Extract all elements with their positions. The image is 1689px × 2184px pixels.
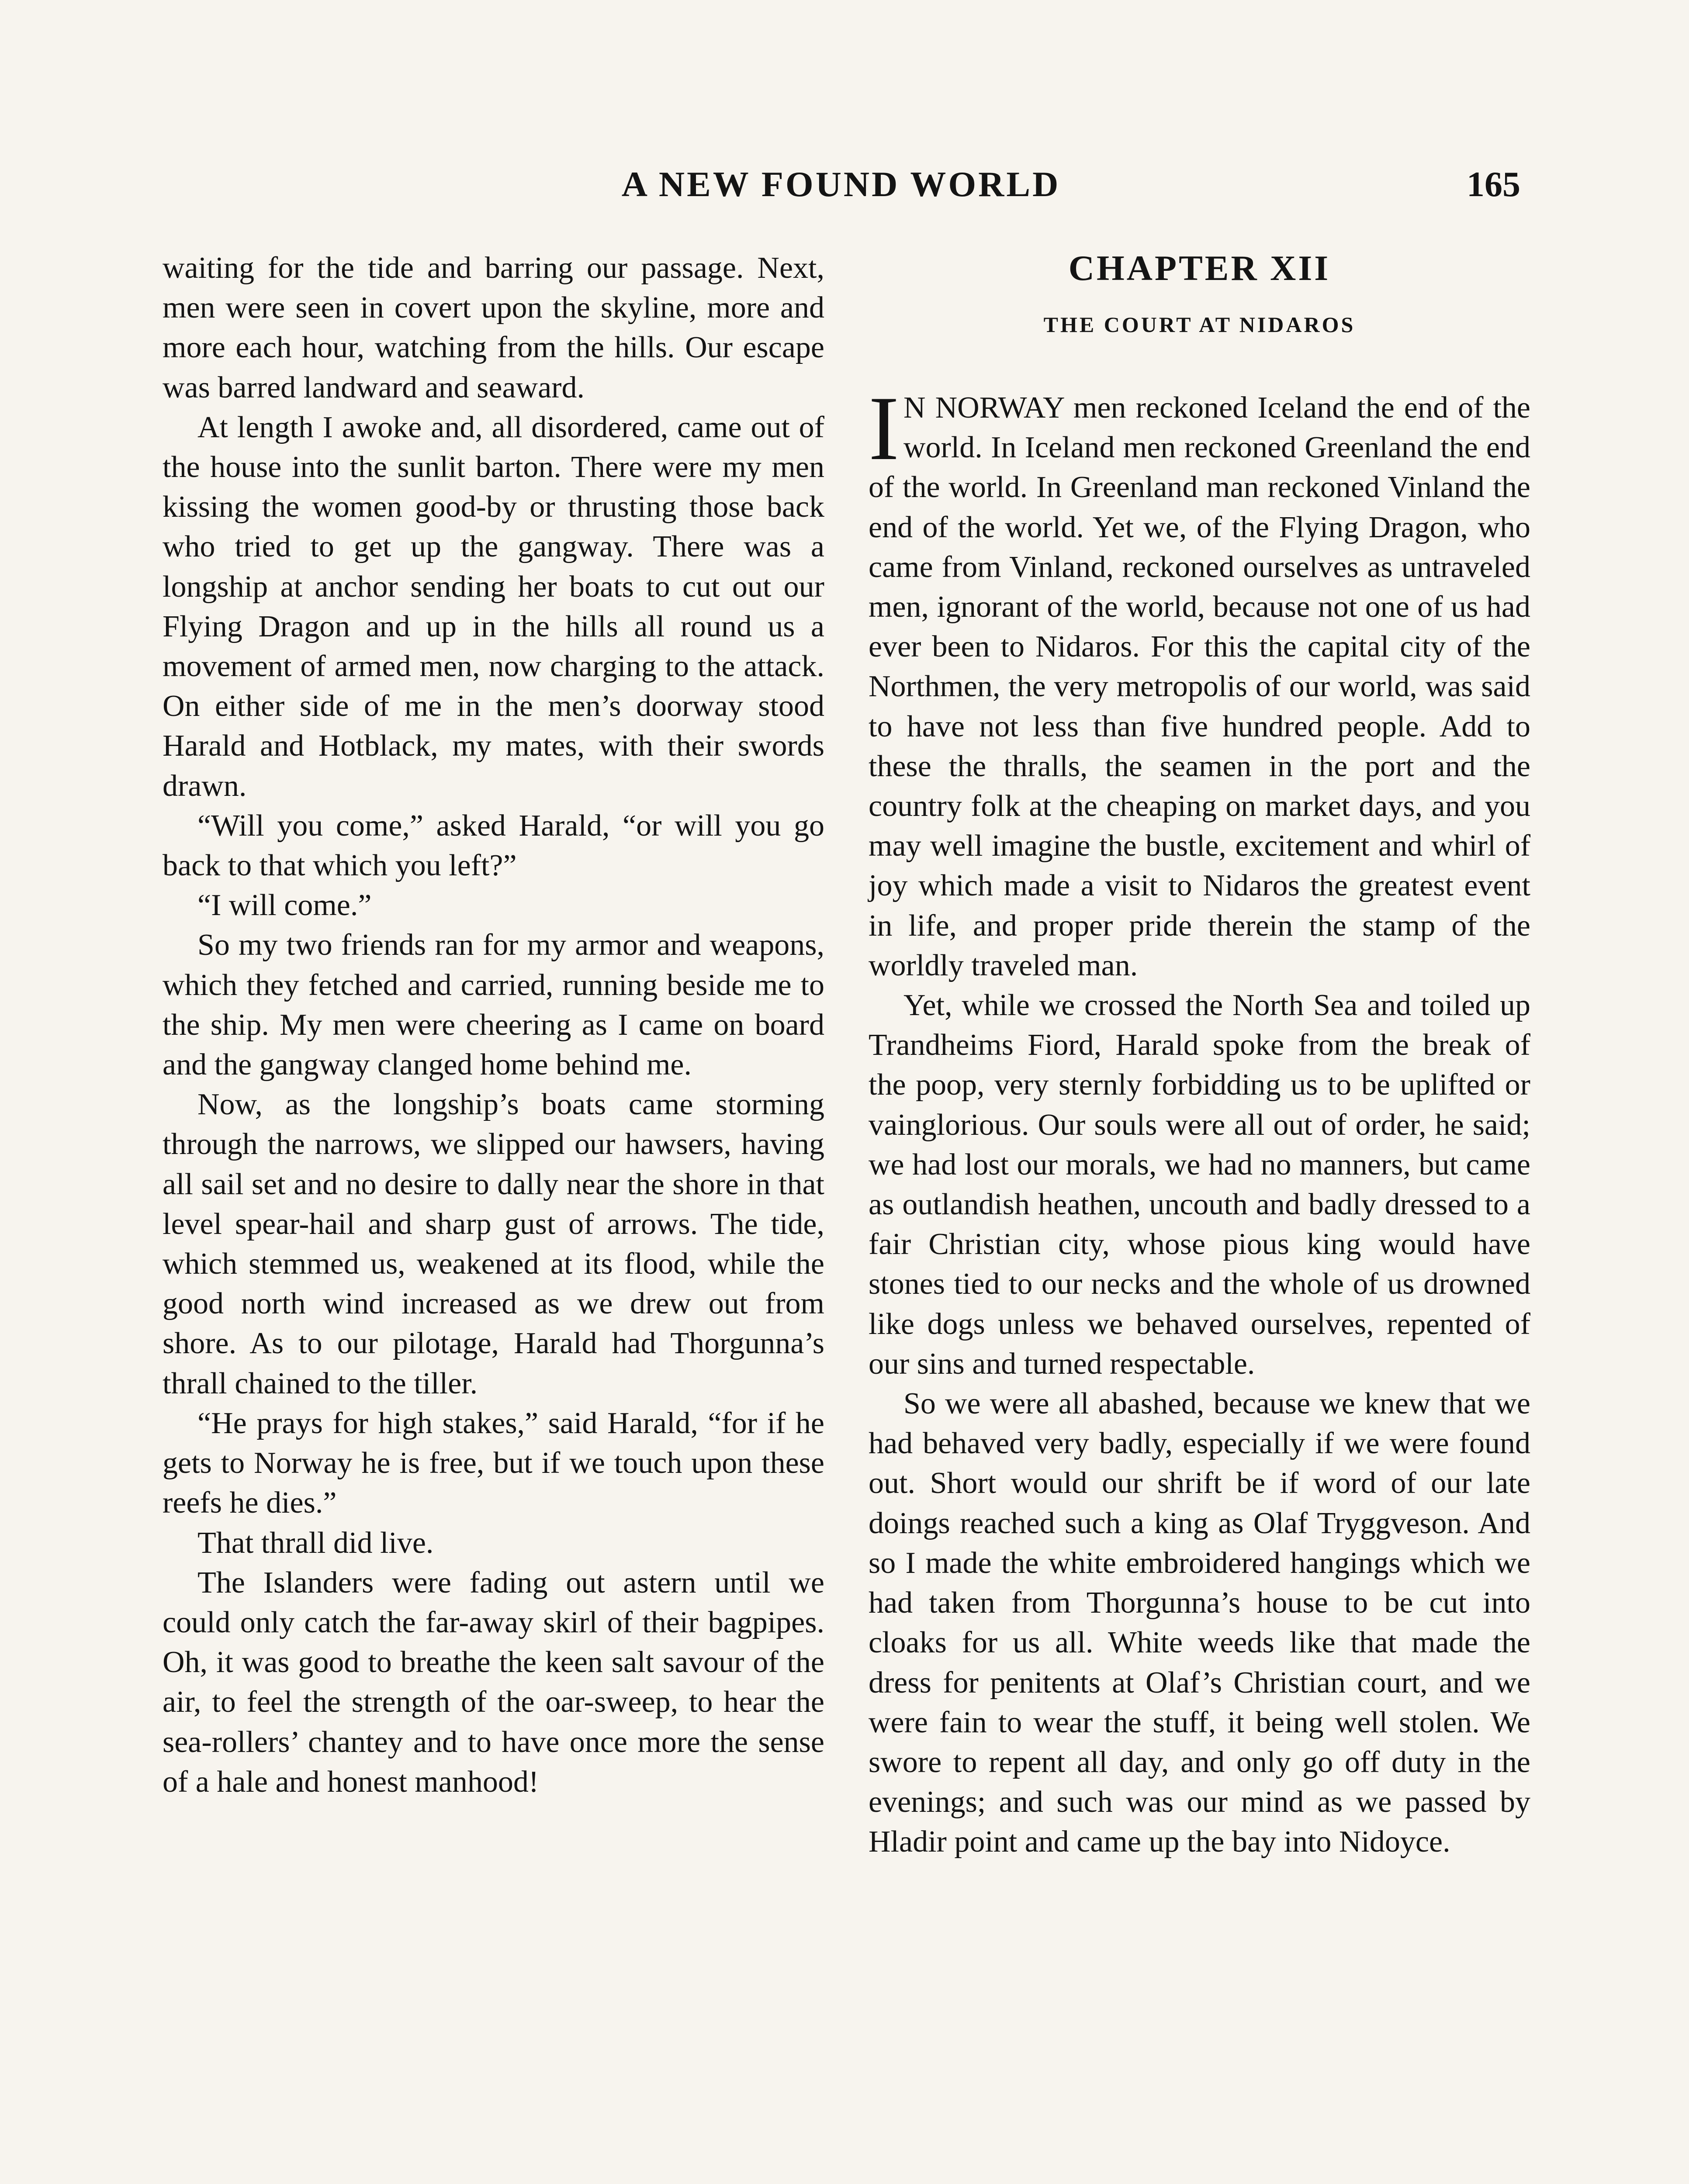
- paragraph: “Will you come,” asked Harald, “or will you go back to that which you left?”: [163, 809, 824, 883]
- paragraph: “He prays for high stakes,” said Harald, “for if he gets to Norway he is free, but if we touch upon these reefs he dies.”: [163, 1406, 824, 1520]
- chapter-opening-paragraph: [869, 378, 1530, 985]
- paragraph: That thrall did live.: [197, 1526, 434, 1560]
- running-title: A NEW FOUND WORLD: [621, 164, 1061, 204]
- paragraph: Yet, while we crossed the North Sea and toiled up Trandheims Fiord, Harald spoke from the break of the poop, very sternly forbidding us to be uplifted or vainglorious. Our souls were all out of order, he said; we had lost our morals, we had no manners, but came as outlandish heathen, uncouth and badly dressed to a fair Christian city, whose pious king would have stones tied to our necks and the whole of us drowned like dogs unless we behaved ourselves, repented of our sins and turned respectable.: [869, 988, 1530, 1381]
- paragraph: So my two friends ran for my armor and weapons, which they fetched and carried, running beside me to the ship. My men were cheering as I came on board and the gangway clanged home behind me.: [163, 928, 824, 1082]
- page-header: [162, 164, 1520, 212]
- page-number: 165: [1467, 164, 1520, 204]
- paragraph: Now, as the longship’s boats came storming through the narrows, we slipped our hawsers, having all sail set and no desire to dally near the shore in that level spear-hail and sharp gust of arrows. The tide, which stemmed us, weakened at its flood, while the good north wind increased as we drew out from shore. As to our pilotage, Harald had Thorgunna’s thrall chained to the tiller.: [163, 1088, 824, 1400]
- left-column: [163, 248, 824, 1802]
- chapter-subtitle: THE COURT AT NIDAROS: [1043, 312, 1356, 337]
- opening-paragraph-text: N NORWAY men reckoned Iceland the end of the world. In Iceland men reckoned Greenland the end of the world. In Greenland man reckoned Vinland the end of the world. Yet we, of the Flying Dragon, who came from Vinland, reckoned ourselves as untraveled men, ignorant of the world, because not one of us had ever been to Nidaros. For this the capital city of the Northmen, the very metropolis of our world, was said to have not less than five hundred people. Add to these the thralls, the seamen in the port and the country folk at the cheaping on market days, and you may well imagine the bustle, excitement and whirl of joy which made a visit to Nidaros the greatest event in life, and proper pride therein the stamp of the worldly traveled man.: [869, 391, 1530, 982]
- right-column: [869, 248, 1530, 1862]
- chapter-title: CHAPTER XII: [1068, 248, 1331, 288]
- drop-cap: I: [869, 378, 899, 479]
- paragraph: “I will come.”: [197, 888, 372, 923]
- paragraph: So we were all abashed, because we knew that we had behaved very badly, especially if we were found out. Short would our shrift be if word of our late doings reached such a king as Olaf Tryggveson. And so I made the white embroidered hangings which we had taken from Thorgunna’s house to be cut into cloaks for us all. White weeds like that made the dress for penitents at Olaf’s Christian court, and we were fain to wear the stuff, it being well stolen. We swore to repent all day, and only go off duty in the evenings; and such was our mind as we passed by Hladir point and came up the bay into Nidoyce.: [869, 1387, 1530, 1859]
- paragraph: waiting for the tide and barring our passage. Next, men were seen in covert upon the skyline, more and more each hour, watching from the hills. Our escape was barred landward and seaward.: [163, 251, 824, 404]
- paragraph: The Islanders were fading out astern until we could only catch the far-away skirl of their bagpipes. Oh, it was good to breathe the keen salt savour of the air, to feel the strength of the oar-sweep, to hear the sea-rollers’ chantey and to have once more the sense of a hale and honest manhood!: [163, 1565, 824, 1799]
- paragraph: At length I awoke and, all disordered, came out of the house into the sunlit barton. There were my men kissing the women good-by or thrusting those back who tried to get up the gangway. There was a longship at anchor sending her boats to cut out our Flying Dragon and up in the hills all round us a movement of armed men, now charging to the attack. On either side of me in the men’s doorway stood Harald and Hotblack, my mates, with their swords drawn.: [163, 410, 824, 803]
